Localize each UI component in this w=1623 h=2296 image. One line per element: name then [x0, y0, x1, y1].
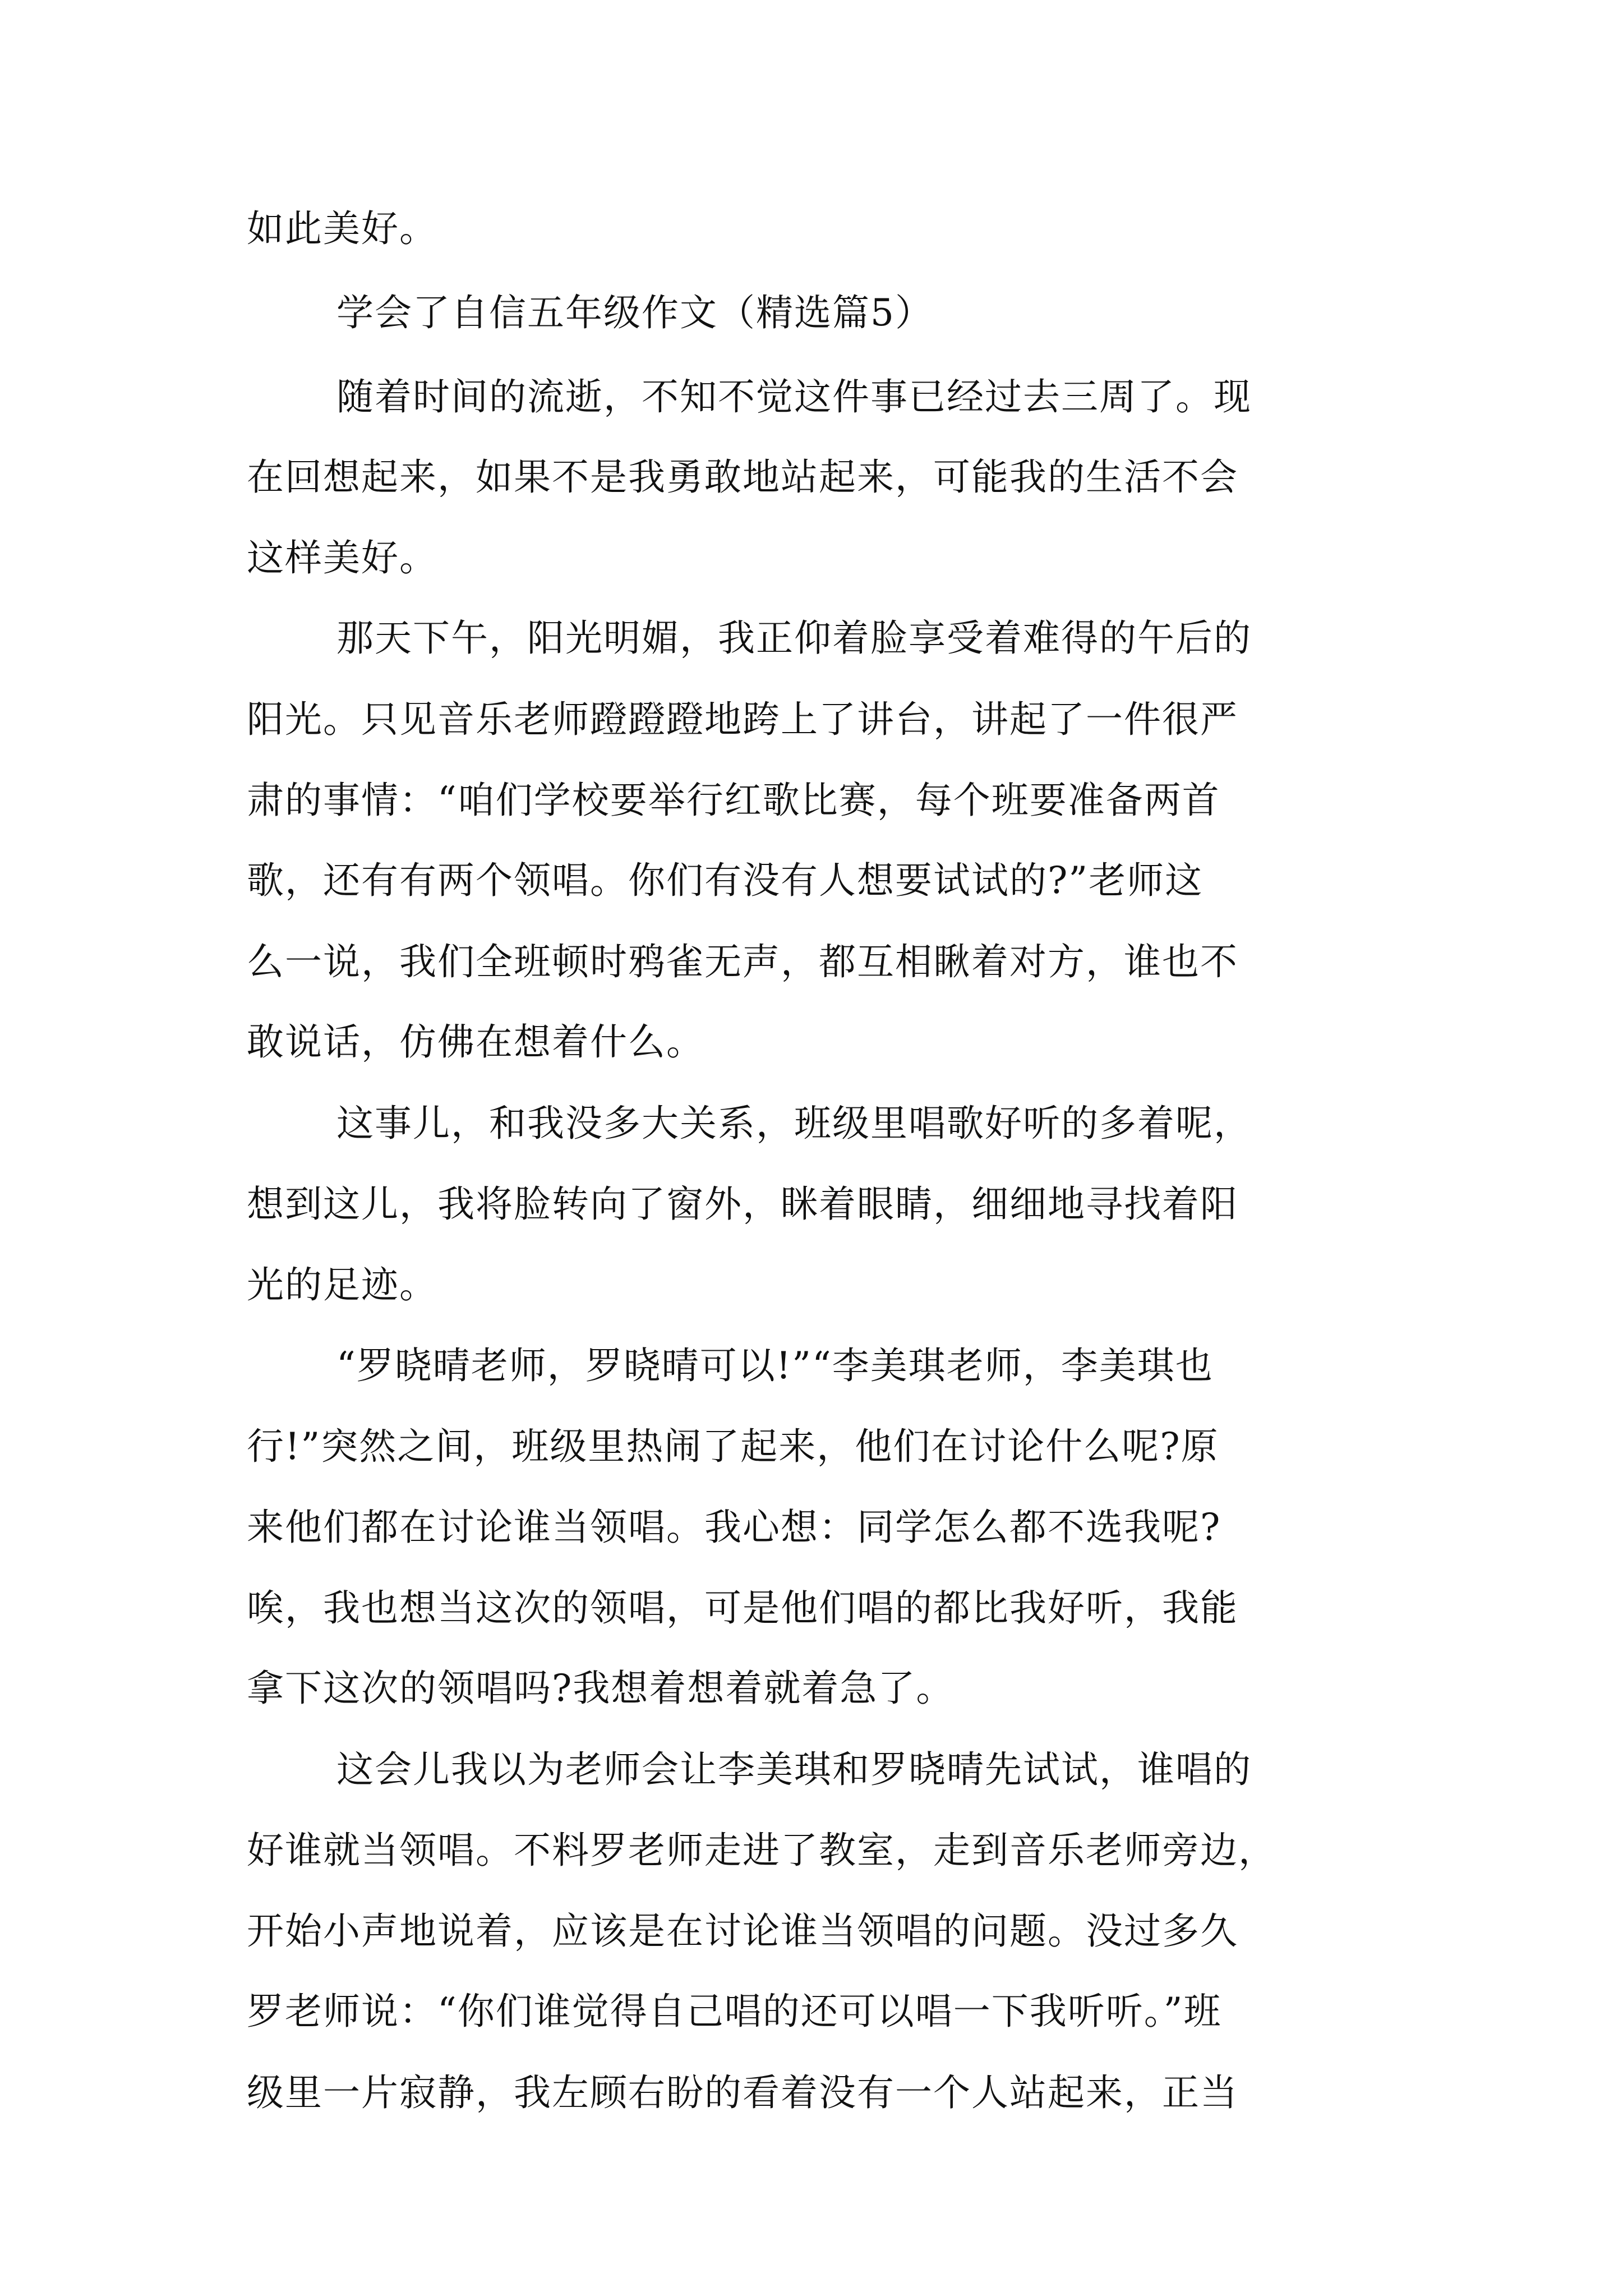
paragraph-line: 么一说，我们全班顿时鸦雀无声，都互相瞅着对方，谁也不 — [247, 940, 1238, 983]
paragraph-line: 那天下午，阳光明媚，我正仰着脸享受着难得的午后的 — [336, 616, 1252, 660]
paragraph-line: 行!”突然之间，班级里热闹了起来，他们在讨论什么呢?原 — [247, 1425, 1219, 1468]
paragraph-line: 来他们都在讨论谁当领唱。我心想：同学怎么都不选我呢? — [247, 1506, 1221, 1549]
paragraph-line: 歌，还有有两个领唱。你们有没有人想要试试的?”老师这 — [247, 859, 1204, 902]
paragraph-line: 这事儿，和我没多大关系，班级里唱歌好听的多着呢， — [336, 1102, 1252, 1145]
section-heading: 学会了自信五年级作文（精选篇5） — [336, 291, 933, 334]
paragraph-line: 随着时间的流逝，不知不觉这件事已经过去三周了。现 — [336, 375, 1252, 418]
paragraph-line: 级里一片寂静，我左顾右盼的看着没有一个人站起来，正当 — [247, 2071, 1238, 2114]
paragraph-line: 拿下这次的领唱吗?我想着想着就着急了。 — [247, 1667, 955, 1710]
paragraph-line: 这样美好。 — [247, 536, 437, 579]
paragraph-line: 罗老师说：“你们谁觉得自己唱的还可以唱一下我听听。”班 — [247, 1990, 1222, 2033]
paragraph-line: 肃的事情：“咱们学校要举行红歌比赛，每个班要准备两首 — [247, 779, 1220, 822]
paragraph-line: 想到这儿，我将脸转向了窗外，眯着眼睛，细细地寻找着阳 — [247, 1182, 1238, 1226]
paragraph-line: 如此美好。 — [247, 207, 437, 250]
paragraph-line: 阳光。只见音乐老师蹬蹬蹬地跨上了讲台，讲起了一件很严 — [247, 698, 1238, 741]
paragraph-line: 好谁就当领唱。不料罗老师走进了教室，走到音乐老师旁边， — [247, 1829, 1276, 1872]
paragraph-line: 在回想起来，如果不是我勇敢地站起来，可能我的生活不会 — [247, 455, 1238, 499]
paragraph-line: 唉，我也想当这次的领唱，可是他们唱的都比我好听，我能 — [247, 1586, 1238, 1630]
paragraph-line: “罗晓晴老师，罗晓晴可以!”“李美琪老师，李美琪也 — [336, 1344, 1214, 1387]
paragraph-line: 开始小声地说着，应该是在讨论谁当领唱的问题。没过多久 — [247, 1910, 1238, 1953]
paragraph-line: 敢说话，仿佛在想着什么。 — [247, 1020, 704, 1064]
paragraph-line: 这会儿我以为老师会让李美琪和罗晓晴先试试，谁唱的 — [336, 1748, 1252, 1791]
paragraph-line: 光的足迹。 — [247, 1263, 437, 1306]
